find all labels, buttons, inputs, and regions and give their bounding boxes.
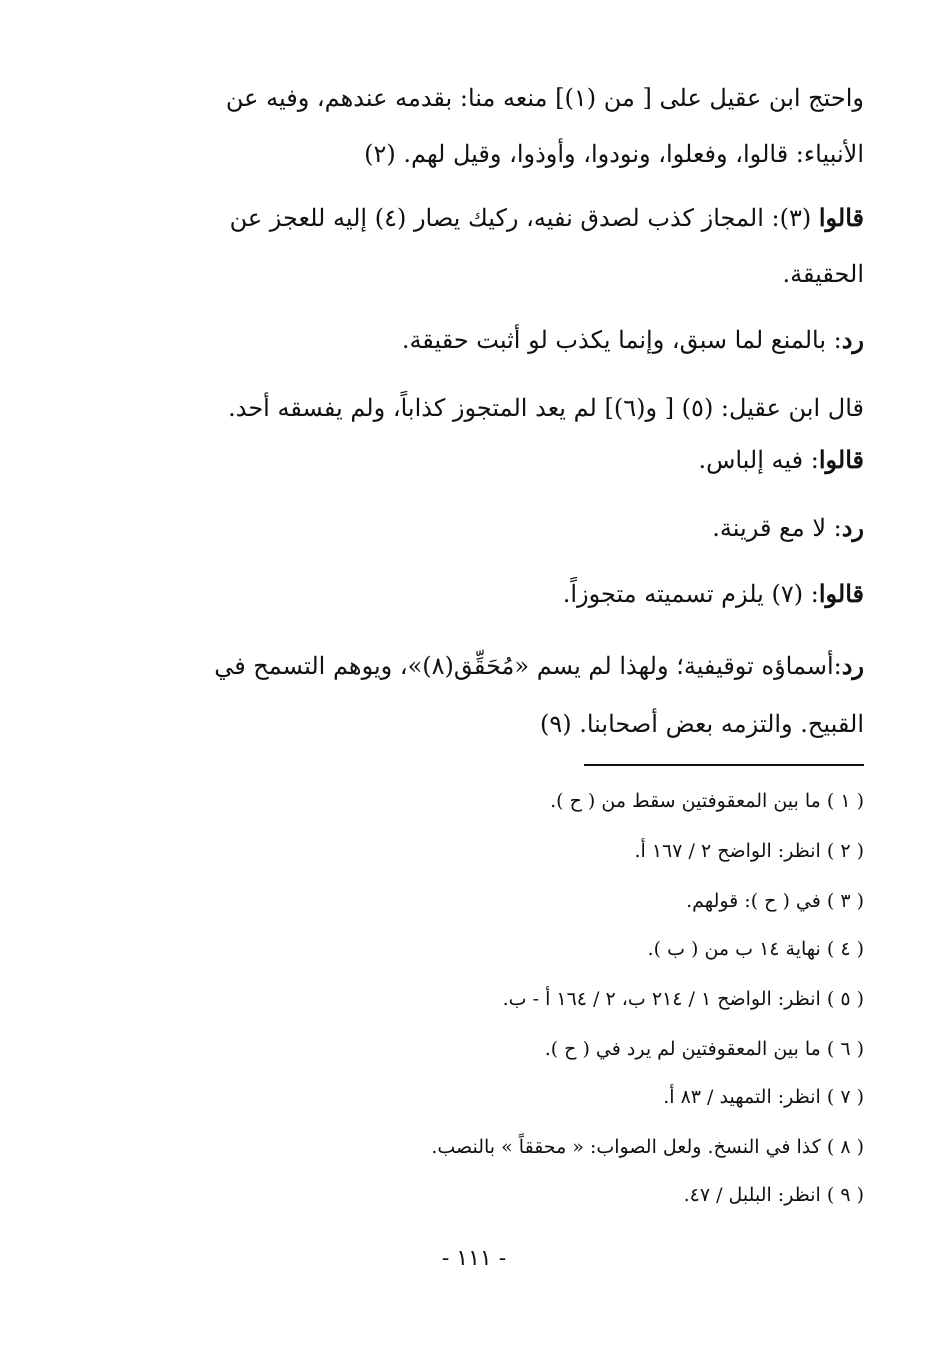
paragraph-7-text: : (٧) يلزم تسميته متجوزاً. [562, 580, 819, 608]
footnote-separator [584, 764, 864, 766]
paragraph-6-label: رد [841, 513, 864, 542]
paragraph-4: قال ابن عقيل: (٥) [ و(٦)] لم يعد المتجوز كذاباً، ولم يفسقه أحد. [228, 394, 864, 422]
paragraph-3 [142, 320, 864, 360]
paragraph-6 [142, 508, 864, 548]
paragraph-2-label: قالوا [818, 203, 864, 232]
paragraph-5-text: : فيه إلباس. [698, 446, 819, 474]
paragraph-8-text: :أسماؤه توقيفية؛ ولهذا لم يسم «مُحَقِّق(٨)»، ويوهم التسمح في [214, 652, 842, 680]
footnote-5: ( ٥ ) انظر: الواضح ١ / ٢١٤ ب، ٢ / ١٦٤ أ - ب. [502, 988, 864, 1010]
paragraph-3-text: : بالمنع لما سبق، وإنما يكذب لو أثبت حقيقة. [401, 326, 842, 354]
paragraph-7-label: قالوا [818, 579, 864, 608]
paragraph-6-text: : لا مع قرينة. [712, 514, 842, 542]
footnote-7: ( ٧ ) انظر: التمهيد / ٨٣ أ. [663, 1086, 864, 1108]
footnote-4: ( ٤ ) نهاية ١٤ ب من ( ب ). [647, 938, 864, 960]
paragraph-1-line-1: واحتج ابن عقيل على [ من (١)] منعه منا: بقدمه عندهم، وفيه عن [225, 84, 864, 112]
paragraph-2-line-2: الحقيقة. [782, 260, 864, 288]
footnote-8: ( ٨ ) كذا في النسخ. ولعل الصواب: « محققاً » بالنصب. [431, 1136, 864, 1158]
footnote-2: ( ٢ ) انظر: الواضح ٢ / ١٦٧ أ. [634, 840, 864, 862]
footnote-3: ( ٣ ) في ( ح ): قولهم. [686, 890, 864, 912]
paragraph-8-line-1 [142, 646, 864, 686]
paragraph-5 [142, 440, 864, 480]
paragraph-1-line-2: الأنبياء: قالوا، وفعلوا، ونودوا، وأوذوا، وقيل لهم. (٢) [364, 140, 864, 168]
footnote-9: ( ٩ ) انظر: البلبل / ٤٧. [683, 1184, 864, 1206]
paragraph-5-label: قالوا [818, 445, 864, 474]
paragraph-8-line-2: القبيح. والتزمه بعض أصحابنا. (٩) [539, 710, 864, 738]
paragraph-8-label: رد [841, 651, 864, 680]
paragraph-3-label: رد [841, 325, 864, 354]
paragraph-2-text: (٣): المجاز كذب لصدق نفيه، ركيك يصار (٤) إليه للعجز عن [229, 204, 819, 232]
page-number: - ١١١ - [441, 1246, 507, 1271]
paragraph-7 [142, 574, 864, 614]
footnote-1: ( ١ ) ما بين المعقوفتين سقط من ( ح ). [550, 790, 864, 812]
paragraph-2-line-1 [142, 198, 864, 238]
footnote-6: ( ٦ ) ما بين المعقوفتين لم يرد في ( ح ). [544, 1038, 864, 1060]
